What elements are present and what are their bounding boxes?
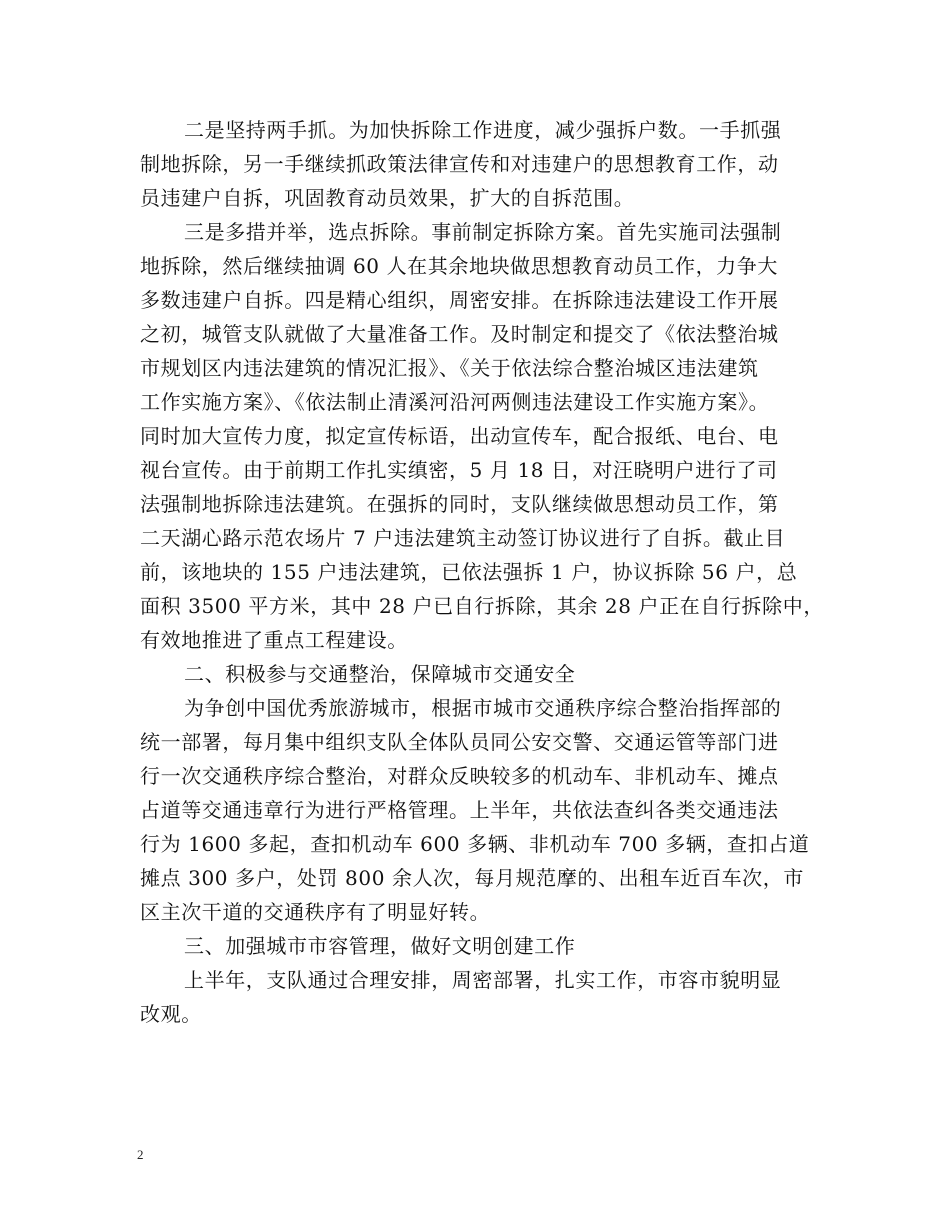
document-body <box>140 113 830 1031</box>
paragraph-line: 视台宣传。由于前期工作扎实缜密，5 月 18 日，对汪晓明户进行了司 <box>140 458 778 482</box>
paragraph-line: 有效地推进了重点工程建设。 <box>140 628 408 652</box>
paragraph-line: 为争创中国优秀旅游城市，根据市城市交通秩序综合整治指挥部的 <box>184 696 782 720</box>
paragraph-line: 行一次交通秩序综合整治，对群众反映较多的机动车、非机动车、摊点 <box>140 764 779 788</box>
paragraph-line: 占道等交通违章行为进行严格管理。上半年，共依法查纠各类交通违法 <box>140 798 779 822</box>
paragraph-line: 上半年，支队通过合理安排，周密部署，扎实工作，市容市貌明显 <box>184 968 782 992</box>
paragraph-line: 法强制地拆除违法建筑。在强拆的同时，支队继续做思想动员工作，第 <box>140 492 779 516</box>
paragraph-line: 二是坚持两手抓。为加快拆除工作进度，减少强拆户数。一手抓强 <box>184 118 782 142</box>
paragraph-line: 同时加大宣传力度，拟定宣传标语，出动宣传车，配合报纸、电台、电 <box>140 424 779 448</box>
paragraph-line: 二天湖心路示范农场片 7 户违法建筑主动签订协议进行了自拆。截止目 <box>140 526 786 550</box>
paragraph-line: 改观。 <box>140 1002 202 1026</box>
paragraph-line: 区主次干道的交通秩序有了明显好转。 <box>140 900 491 924</box>
paragraph-line: 地拆除，然后继续抽调 60 人在其余地块做思想教育动员工作，力争大 <box>140 254 778 278</box>
paragraph-line: 三是多措并举，选点拆除。事前制定拆除方案。首先实施司法强制 <box>184 220 782 244</box>
paragraph-line: 多数违建户自拆。四是精心组织，周密安排。在拆除违法建设工作开展 <box>140 288 779 312</box>
paragraph-line: 摊点 300 多户，处罚 800 余人次，每月规范摩的、出租车近百车次，市 <box>140 866 804 890</box>
paragraph-line: 面积 3500 平方米，其中 28 户已自行拆除，其余 28 户正在自行拆除中， <box>140 594 824 618</box>
paragraph-line: 员违建户自拆，巩固教育动员效果，扩大的自拆范围。 <box>140 186 635 210</box>
paragraph-line: 行为 1600 多起，查扣机动车 600 多辆、非机动车 700 多辆，查扣占道 <box>140 832 810 856</box>
paragraph-line: 市规划区内违法建筑的情况汇报》、《关于依法综合整治城区违法建筑 <box>140 356 759 380</box>
paragraph-line: 工作实施方案》、《依法制止清溪河沿河两侧违法建设工作实施方案》。 <box>140 390 770 414</box>
section-heading: 三、加强城市市容管理，做好文明创建工作 <box>184 934 576 958</box>
section-heading: 二、积极参与交通整治，保障城市交通安全 <box>184 662 576 686</box>
paragraph-line: 前，该地块的 155 户违法建筑，已依法强拆 1 户，协议拆除 56 户，总 <box>140 560 798 584</box>
paragraph-line: 制地拆除，另一手继续抓政策法律宣传和对违建户的思想教育工作，动 <box>140 152 779 176</box>
page-number: 2 <box>137 1147 144 1162</box>
paragraph-line: 统一部署，每月集中组织支队全体队员同公安交警、交通运管等部门进 <box>140 730 779 754</box>
paragraph-line: 之初，城管支队就做了大量准备工作。及时制定和提交了《依法整治城 <box>140 322 779 346</box>
